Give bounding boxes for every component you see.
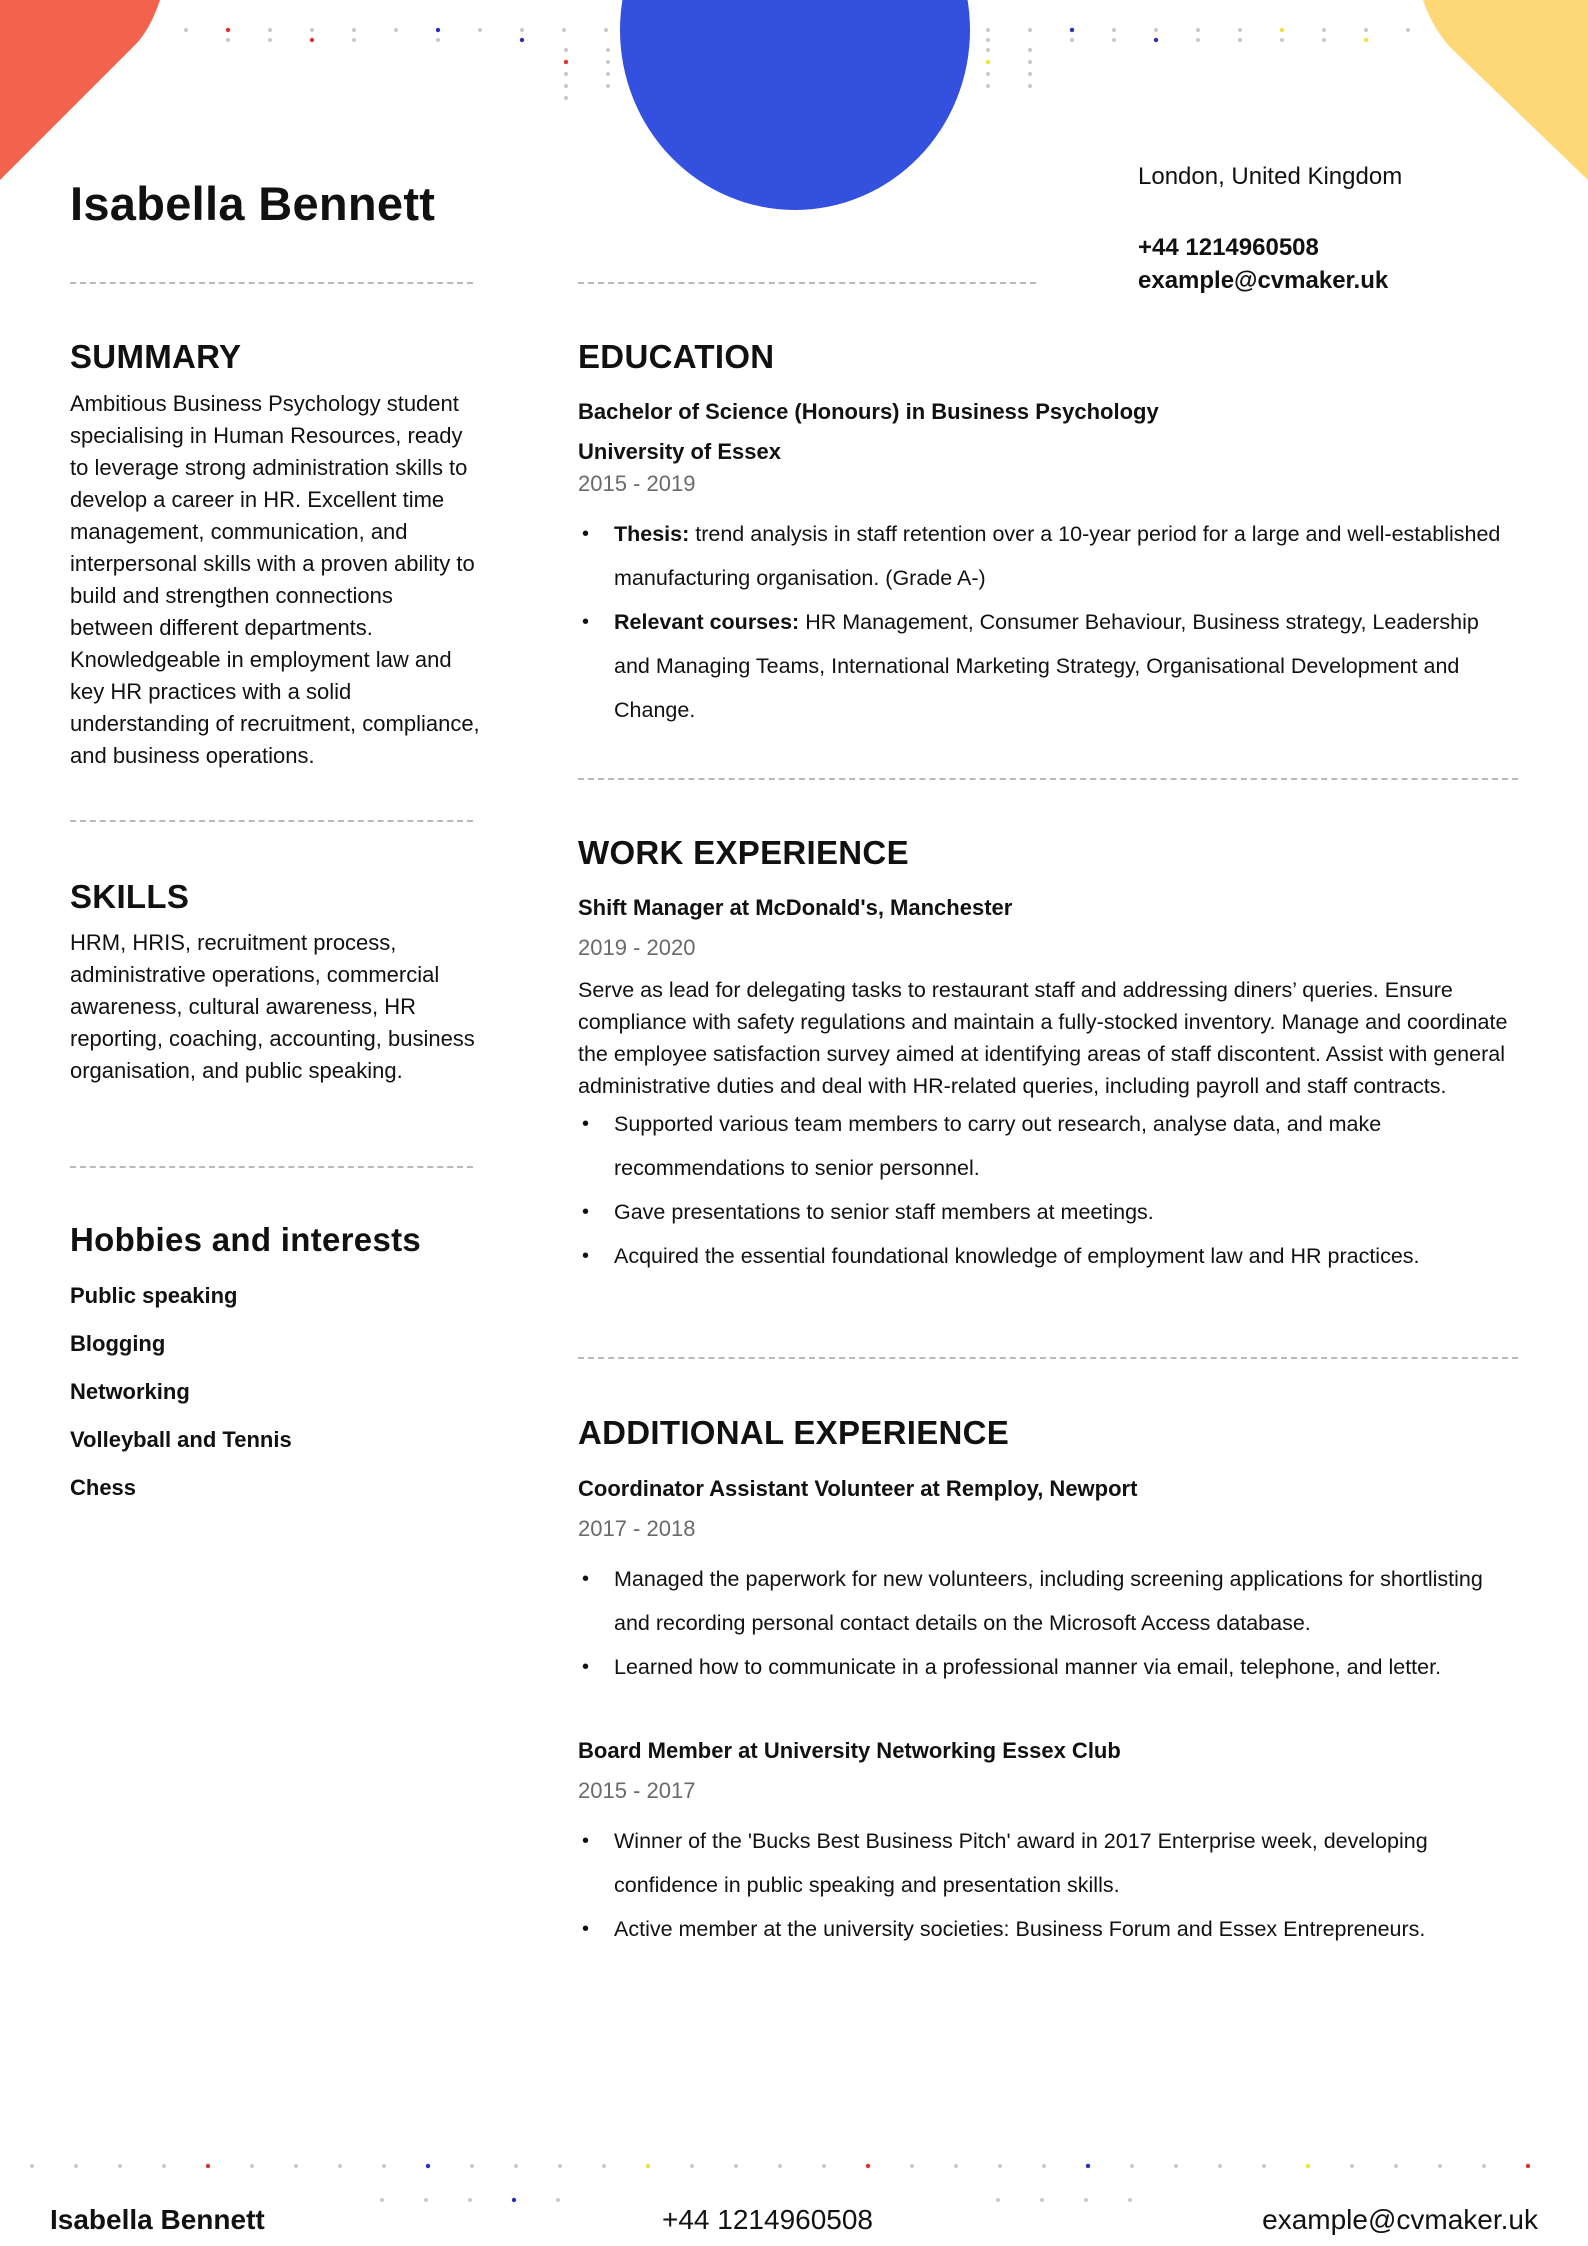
education-section [578, 396, 1518, 732]
hobbies-list [70, 1272, 480, 1512]
divider [70, 282, 473, 284]
phone: +44 1214960508 [1138, 234, 1319, 261]
additional-bullets [578, 1557, 1518, 1689]
additional-bullets [578, 1819, 1518, 1951]
school: University of Essex [578, 439, 781, 464]
divider [578, 778, 1518, 780]
divider [578, 1357, 1518, 1359]
additional-dates: 2017 - 2018 [578, 1516, 696, 1541]
work-heading: WORK EXPERIENCE [578, 834, 909, 871]
email: example@cvmaker.uk [1138, 267, 1389, 294]
additional-role: Board Member at University Networking Essex Club [578, 1738, 1121, 1763]
education-heading: EDUCATION [578, 338, 775, 375]
summary-heading: SUMMARY [70, 338, 242, 375]
additional-role: Coordinator Assistant Volunteer at Remploy, Newport [578, 1476, 1138, 1501]
location: London, United Kingdom [1138, 163, 1403, 190]
work-section [578, 892, 1518, 1278]
footer-dot-pattern [0, 2150, 1588, 2210]
candidate-name: Isabella Bennett [70, 177, 436, 230]
education-dates: 2015 - 2019 [578, 471, 696, 496]
divider [70, 820, 473, 822]
additional-dates: 2015 - 2017 [578, 1778, 696, 1803]
top-dot-pattern [0, 0, 1588, 110]
footer-email: example@cvmaker.uk [1262, 2204, 1538, 2235]
skills-text: HRM, HRIS, recruitment process, administrative operations, commercial awareness, cultural awareness, HR reporting, coaching, accounting, business organisation, and public speaking. [70, 930, 475, 1083]
list-item: • Learned how to communicate in a professional manner via email, telephone, and letter. [578, 1645, 1518, 1689]
list-item: • Active member at the university societies: Business Forum and Essex Entrepreneurs. [578, 1907, 1518, 1951]
hobby-item: Networking [70, 1379, 190, 1404]
divider [70, 1166, 473, 1168]
work-description: Serve as lead for delegating tasks to restaurant staff and addressing diners’ queries. Ensure compliance with safety regulations and maintain a fully-stocked inventory. Manage and coordinate the employee satisfaction survey aimed at identifying areas of staff discontent. Assist with general administrative duties and deal with HR-related queries, including payroll and staff contracts. [578, 978, 1508, 1098]
hobby-item: Public speaking [70, 1283, 238, 1308]
additional-entry [578, 1735, 1518, 1951]
contact-block [1138, 160, 1402, 297]
list-item: • Managed the paperwork for new volunteers, including screening applications for shortlisting and recording personal contact details on the Microsoft Access database. [578, 1557, 1518, 1645]
list-item: • Supported various team members to carry out research, analyse data, and make recommendations to senior personnel. [578, 1102, 1518, 1190]
education-bullets [578, 512, 1518, 732]
list-item: • Acquired the essential foundational knowledge of employment law and HR practices. [578, 1234, 1518, 1278]
hobby-item: Chess [70, 1475, 137, 1500]
list-item: • Relevant courses: HR Management, Consumer Behaviour, Business strategy, Leadership and Managing Teams, International Marketing Strategy, Organisational Development and Change. [578, 600, 1518, 732]
footer-phone: +44 1214960508 [662, 2204, 873, 2235]
list-item: • Gave presentations to senior staff members at meetings. [578, 1190, 1518, 1234]
degree: Bachelor of Science (Honours) in Business Psychology [578, 399, 1159, 424]
additional-heading: ADDITIONAL EXPERIENCE [578, 1414, 1010, 1451]
additional-entry [578, 1473, 1518, 1689]
hobby-item: Volleyball and Tennis [70, 1427, 292, 1452]
summary-text: Ambitious Business Psychology student specialising in Human Resources, ready to leverage strong administration skills to develop a career in HR. Excellent time management, communication, and interpersonal skills with a proven ability to build and strengthen connections between different departments. Knowledgeable in employment law and key HR practices with a solid understanding of recruitment, compliance, and business operations. [70, 391, 480, 768]
list-item: • Thesis: trend analysis in staff retention over a 10-year period for a large and well-established manufacturing organisation. (Grade A-) [578, 512, 1518, 600]
work-role: Shift Manager at McDonald's, Manchester [578, 895, 1013, 920]
footer [0, 2150, 1588, 2246]
work-dates: 2019 - 2020 [578, 935, 696, 960]
footer-name: Isabella Bennett [50, 2204, 265, 2235]
work-bullets [578, 1102, 1518, 1278]
hobbies-heading: Hobbies and interests [70, 1221, 422, 1258]
list-item: • Winner of the 'Bucks Best Business Pitch' award in 2017 Enterprise week, developing confidence in public speaking and presentation skills. [578, 1819, 1518, 1907]
skills-heading: SKILLS [70, 878, 190, 915]
divider [578, 282, 1036, 284]
hobby-item: Blogging [70, 1331, 166, 1356]
